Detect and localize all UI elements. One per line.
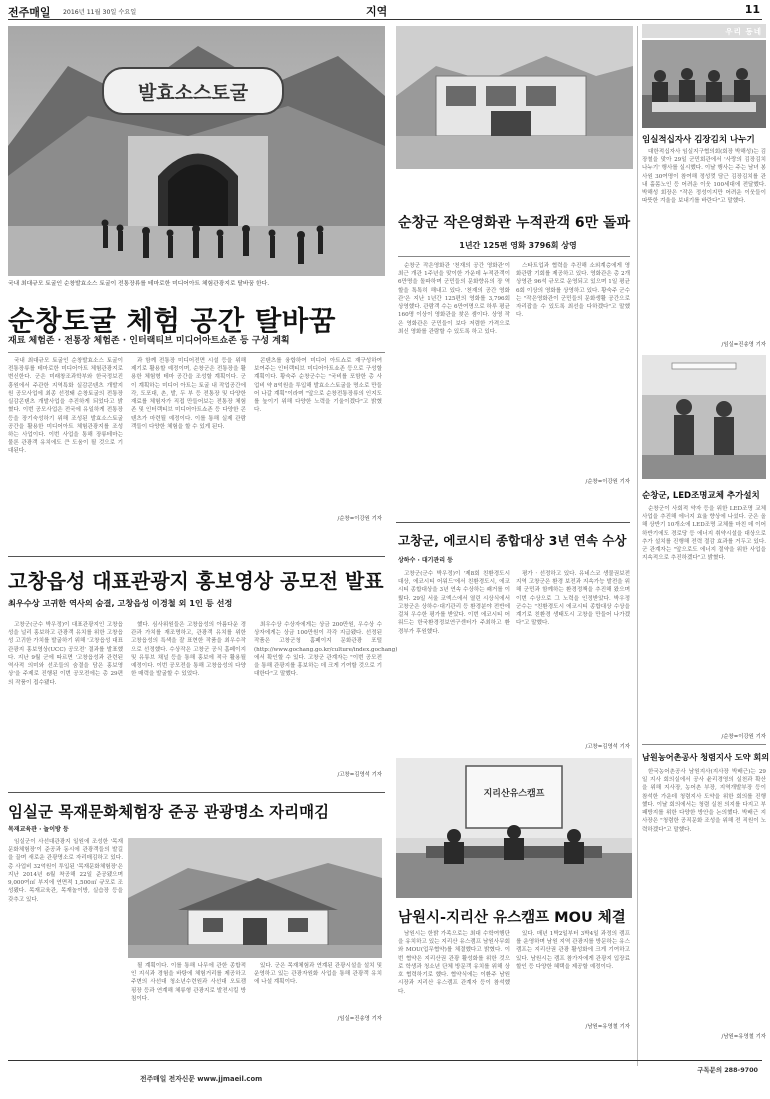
sidebar-item2-body: 순창군이 사회적 약자 등을 위한 LED조명 교체 사업을 추진해 에너지 효율 향상에 나섰다. 군은 올해 상반기 10개소에 LED조명 교체를 마친 데 이어 하반기에도 경로당 등 에너지 취약시설을 대상으로 추가 설치를 진행해 전력 절감 효과를 거두고 있다. 군 관계자는 "앞으로도 에너지 절약을 위한 사업을 지속적으로 추진하겠다"고 밝혔다. [642, 506, 766, 562]
cave-sign-text: 발효소스토굴 [137, 82, 249, 104]
article1-credit: /순창=이강원 기자 [337, 516, 382, 522]
sidebar-item3-credit: /남원=유영철 기자 [721, 1034, 766, 1040]
sidebar-item3-body: 한국농어촌공사 남원지사(지사장 박배근)는 29일 지사 회의실에서 공사 윤리경영의 실천과 확산을 위해 지사장, 농어촌 부장, 지역개발부장 등이 참석한 가운데 청렴지사 도약을 위한 회의를 진행했다. 이날 회의에서는 청렴 실천 의지를 다지고 부패방지를 위한 다양한 방안을 논의했다. 박배근 지사장은 "청렴한 공직문화 조성을 위해 전 직원이 노력하겠다"고 말했다. [642, 769, 766, 833]
cave-photo-caption: 국내 최대규모 토굴인 순창발효소스 토굴이 전통장류를 테마로한 미디어아트 체험관광지로 탈바꿈 한다. [8, 281, 270, 287]
cave-photo-illustration [8, 26, 385, 276]
sidebar-item1-body: 대한적십자사 임실지구협의회(회장 박해성)는 김장철을 맞아 29일 군민회관에서 '사랑의 김장김치 나누기' 행사를 실시했다. 이날 행사는 주는 남녀 봉사원 30여명이 참여해 정성껏 담근 김장김치를 관내 홀몸노인 등 어려운 이웃 100세대에 전달했다. 박해성 회장은 "작은 정성이지만 어려운 이웃들이 따뜻한 겨울을 보내기를 바란다"고 말했다. [642, 149, 766, 205]
paper-name: 전주매일 [8, 6, 51, 19]
article5-byline: 목재교육관 · 놀이방 등 [8, 826, 69, 833]
article4-headline: 고창군, 에코시티 종합대상 3년 연속 수상 [398, 533, 627, 548]
wood-experience-photo [128, 838, 382, 958]
issue-date: 2016년 11월 30일 수요일 [63, 9, 137, 16]
sidebar-strip [642, 24, 766, 38]
article4-byline: 상하수 · 대기관리 등 [398, 557, 453, 564]
sidebar-item3-title: 남원농어촌공사 청렴지사 도약 회의 [642, 752, 770, 762]
article4-credit: /고창=김영석 기자 [585, 744, 630, 750]
cinema-building-illustration [396, 26, 633, 169]
article3-col2: 했다. 심사위원들은 고창읍성의 아름다운 경관과 가치를 재조명하고, 관광객 유치를 위한 고창읍성의 특색을 잘 표현한 작품을 최우수작으로 선정했다. 수상작은 고창군 공식 홈페이지 및 유튜브 채널 등을 통해 홍보에 적극 활용될 예정이다. 이번 공모전을 통해 고창읍성의 다양한 매력을 발굴할 수 있었다. [131, 622, 246, 678]
cave-photo [8, 26, 385, 276]
article3-top-rule [8, 556, 385, 557]
article2-subhead: 1년간 125편 영화 3796회 상영 [459, 241, 577, 250]
sidebar-item2-credit: /순창=이강원 기자 [721, 734, 766, 740]
mou-meeting-photo [396, 758, 632, 898]
led-photo [642, 355, 766, 479]
article1-col3: 콘텐츠를 융합하여 미디어 아트쇼로 재구성하여 보여주는 인터랙티브 미디어아트쇼존 등으로 구성할 계획이다. 황숙주 순창군수는 "국비를 포함한 총 사업비 약 8억원을 투입해 발효소스토굴을 명소로 만들어 나갈 계획"이라며 "앞으로 순창전통장류의 인지도를 높이기 위해 다양한 노력을 기울이겠다"고 밝혔다. [254, 358, 382, 414]
sidebar-strip-title: 우리 동네 [725, 27, 762, 36]
article3-col3: 최우수상 수상자에게는 상금 200만원, 우수상 수상자에게는 상금 100만원이 각각 지급됐다. 선정된 작품은 고창군청 홈페이지 문화관광 포털(http://www.gochang.go.kr/culture/index.gochang)에서 확인할 수 있다. 고창군 관계자는 "이번 공모전을 통해 관광지를 홍보하는 데 크게 기여할 것으로 기대한다"고 말했다. [254, 622, 398, 678]
article3-col1: 고창군(군수 박우정)이 대표관광지인 고창읍성을 널리 홍보하고 관광객 유치를 위한 고창읍성 고귀한 가치를 발굴하기 위해 '고창읍성 대표관광지 홍보영상(UCC) 공모전' 결과를 발표했다. 지난 9월 군에 따르면 '고창읍성과 관련된 역사적 의미와 선조들의 숨결을 담은 홍보영상'을 주제로 진행된 이번 공모전에는 총 29편의 작품이 접수됐다. [8, 622, 123, 686]
article2-col2: 스타트업과 협력을 추진해 소외계층에게 영화관람 기회를 제공하고 있다. 영화관은 총 2개 상영관 96석 규모로 운영되고 있으며 1일 평균 6회 이상의 영화를 상영하고 있다. 황숙주 군수는 "작은영화관이 군민들의 문화생활 공간으로 자리잡을 수 있도록 최선을 다하겠다"고 말했다. [516, 263, 630, 319]
article3-headline: 고창읍성 대표관광지 홍보영상 공모전 발표 [8, 569, 384, 593]
article1-col1: 국내 최대규모 토굴인 순창발효소스 토굴이 전통장류를 테마로한 미디어아트 체험관광지로 변신한다. 군은 미래창조과학부와 한국정보진흥원에서 주관한 지역특화 실감콘텐츠 개발지원 공모사업에 최종 선정돼 순창토굴의 전통장 실감콘텐츠 개발사업을 추진하게 되었다고 밝혔다. 이번 공모사업은 전국에 유일하게 전통장 등을 장기숙성하기 위해 조성된 발효소스토굴 공간을 활용한 미디어아트 체험관광지를 조성하는 사업이다. 이번 사업을 통해 장류테마는 물론 관광객 유치에도 큰 도움이 될 것으로 기대된다. [8, 358, 123, 455]
article6-headline: 남원시-지리산 유스캠프 MOU 체결 [398, 910, 626, 926]
article3-subhead: 최우수상 고귀한 역사의 숨결, 고창읍성 이경철 외 1인 등 선정 [8, 598, 233, 608]
sidebar-item1-title: 임실적십자사 김장김치 나누기 [642, 135, 755, 145]
article5-top-rule [8, 792, 385, 793]
article4-col1: 고창군(군수 박우정)이 '제8회 친환경도시대상, 에코시티 어워드'에서 친환경도시, 에코시티 종합대상을 3년 연속 수상하는 쾌거를 이뤘다. 29일 서울 코엑스에서 열린 시상식에서 고창군은 상하수·대기관리 등 환경분야 전반에 걸쳐 우수한 평가를 받았다. 이번 에코시티 어워드는 한국환경정보연구센터가 주최하고 환경부가 후원했다. [398, 571, 510, 635]
article2-rule [398, 256, 630, 257]
footer-website-text: 전주매일 전자신문 www.jjmaeil.com [140, 1075, 263, 1083]
kimchi-photo [642, 40, 766, 128]
article5-col3: 있다. 군은 목재체험과 연계된 관광시설을 설치 및 운영하고 있는 관광자원화 사업을 통해 관광객 유치에 나설 계획이다. [254, 963, 382, 986]
page-number: 11 [744, 3, 760, 16]
article6-col2: 있다. 매년 1박2일부터 3박4일 과정의 캠프를 운영하며 남원 지역 관광지를 방문하는 유스캠프는 지리산권 관광 활성화에 크게 기여하고 있다. 남원시는 캠프 참가자에게 관광지 입장료 할인 등 다양한 혜택을 제공할 예정이다. [516, 931, 630, 970]
article3-credit: /고창=김영석 기자 [337, 772, 382, 778]
article1-rule [8, 352, 385, 353]
kimchi-event-illustration [642, 40, 766, 128]
mou-sign-text: 지리산유스캠프 [483, 789, 545, 799]
section-name: 지역 [366, 5, 388, 18]
article1-subhead: 재료 체험존 · 전통장 체험존 · 인터랙티브 미디어아트쇼존 등 구성 계획 [8, 336, 290, 346]
cinema-photo [396, 26, 633, 169]
article2-headline: 순창군 작은영화관 누적관객 6만 돌파 [398, 215, 631, 231]
article2-col1: 순창군 작은영화관 '천재의 공간 영화관'이 최근 개관 1주년을 맞이한 가운데 누적관객이 6만명을 돌파하며 군민들의 문화향유의 장 역할을 톡톡히 해내고 있다. '천재의 공간 영화관'은 지난 1년간 125편의 영화를 3,796회 상영했다. 관람객 수는 6만여명으로 하루 평균 160명 이상이 영화관을 찾은 셈이다. 상영 작은 영화관은 군민들이 보다 저렴한 가격으로 최신 영화를 관람할 수 있도록 하고 있다. [398, 263, 510, 335]
article4-top-rule [396, 522, 630, 523]
masthead [8, 0, 762, 20]
subscription-info: 구독문의 288-9700 [697, 1066, 758, 1074]
article6-col1: 남원시는 한밝 가족으로는 최대 수학여행단을 유치하고 있는 지리산 유스캠프 남원사무회와 MOU(업무협약)를 체결했다고 밝혔다. 이번 협약은 지리산권 관광 활성화를 위한 것으로 학생과 청소년 단체 방문객 유치를 위해 상호 협력하기로 했다. 협약식에는 이환주 남원시장과 지리산 유스캠프 관계자 등이 참석했다. [398, 931, 510, 995]
article6-credit: /남원=유영철 기자 [585, 1024, 630, 1030]
sidebar-item3-rule [642, 744, 766, 745]
article5-headline: 임실군 목재문화체험장 준공 관광명소 자리매김 [8, 803, 330, 821]
article5-col2: 될 계획이다. 이를 통해 나무에 관한 종합적인 지식과 경험을 바탕에 체험거리를 제공하고 주변의 사선대 청소년수련원과 사선대 오토캠핑장 등과 연계해 체류형 관광지로 발전시킬 방침이다. [131, 963, 246, 1002]
footer [8, 1060, 762, 1090]
led-install-illustration [642, 355, 766, 479]
article5-credit: /임실=진송영 기자 [337, 1016, 382, 1022]
article1-col2: 과 함께 전통장 미디어전면 시설 등을 위해 제기로 활용할 예정이며, 순창군은 전통장을 활용한 체험형 테마 공간을 조성할 계획이다. 군이 계획하는 미디어 아트는 토굴 내 작업공간에 각, 도포대, 촌, 발, 두 부 등 전통장 및 다양한 재료를 체험자가 직접 만들어보는 전통장 체험존 및 인터랙티브 미디어아트쇼존 등 다양한 콘텐츠가 마련될 예정이다. 이를 통해 실제 관람객들이 다양한 체험을 할 수 있게 된다. [131, 358, 246, 430]
sidebar-item1-credit: /임실=진송영 기자 [721, 342, 766, 348]
wood-building-illustration [128, 838, 382, 958]
article4-col2: 평가 · 선정하고 있다. 유네스코 생물권보전지역 고창군은 환경 보전과 지속가능 발전을 위해 군민과 함께하는 환경정책을 추진해 왔으며 이번 수상으로 그 노력을 인정받았다. 박우정 군수는 "친환경도시 에코시티 종합대상 수상을 계기로 친환경 생태도시 고창을 만들어 나가겠다"고 말했다. [516, 571, 630, 627]
article5-col1: 임실군이 사선대관광지 일원에 조성한 '목재문화체험장'이 준공과 동시에 관광객들의 발길을 끌며 새로운 관광명소로 자리매김하고 있다. 총 사업비 32억원이 투입된 '목재문화체험장'은 지난 2014년 6월 착공해 22일 준공됐으며 9,000여㎡ 부지에 연면적 1,500㎡ 규모로 조성됐다. 목재교육관, 목재놀이방, 실습장 등을 갖추고 있다. [8, 839, 123, 903]
article1-headline: 순창토굴 체험 공간 탈바꿈 [8, 305, 336, 337]
sidebar-divider [637, 26, 638, 1066]
sidebar-item2-title: 순창군, LED조명교체 추가설치 [642, 491, 760, 501]
mou-meeting-illustration [396, 758, 632, 898]
article2-credit: /순창=이강원 기자 [585, 479, 630, 485]
